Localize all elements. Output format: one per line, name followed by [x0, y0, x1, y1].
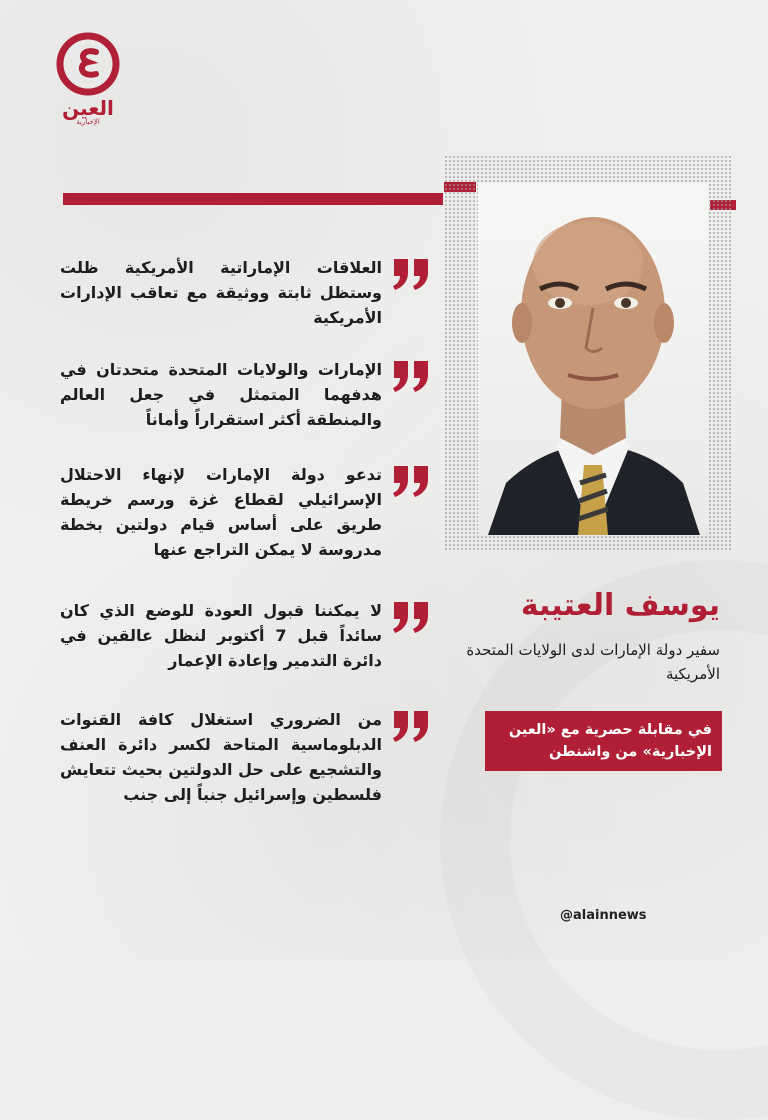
- quote-item: [60, 707, 432, 807]
- quote-icon: [390, 361, 432, 393]
- quote-text: العلاقات الإماراتية الأمريكية ظلت وستظل ثابتة ووثيقة مع تعاقب الإدارات الأمريكية: [60, 258, 382, 327]
- logo-mark-icon: [56, 32, 120, 96]
- quote-item: [60, 462, 432, 562]
- quote-icon: [390, 466, 432, 498]
- person-role: سفير دولة الإمارات لدى الولايات المتحدة الأمريكية: [466, 641, 720, 683]
- logo-subtitle: الإخبارية: [76, 118, 100, 126]
- quote-item: [60, 255, 432, 330]
- social-handle[interactable]: @alainnews: [560, 908, 647, 923]
- portrait-photo: [478, 183, 708, 535]
- quote-text: من الضروري استغلال كافة القنوات الدبلوماسية المتاحة لكسر دائرة العنف والتشجيع على حل الدولتين بحيث تتعايش فلسطين وإسرائيل جنباً إلى جنب: [60, 710, 382, 804]
- quote-text: الإمارات والولايات المتحدة متحدتان في هدفهما المتمثل في جعل العالم والمنطقة أكثر استقراراً وأماناً: [60, 360, 382, 429]
- portrait-illustration: [478, 183, 708, 535]
- quote-icon: [390, 259, 432, 291]
- quote-icon: [390, 602, 432, 634]
- interview-badge: [485, 711, 722, 771]
- quote-icon: [390, 711, 432, 743]
- quote-item: [60, 598, 432, 673]
- quote-item: [60, 357, 432, 432]
- interview-badge-text: في مقابلة حصرية مع «العين الإخبارية» من واشنطن: [508, 722, 712, 760]
- person-name: يوسف العتيبة: [520, 588, 720, 623]
- alain-logo: [52, 32, 124, 126]
- logo-wordmark: العين: [62, 96, 114, 120]
- accent-bar-left: [63, 193, 443, 205]
- quote-text: تدعو دولة الإمارات لإنهاء الاحتلال الإسرائيلي لقطاع غزة ورسم خريطة طريق على أساس قيام دولتين بخطة مدروسة لا يمكن التراجع عنها: [60, 465, 382, 559]
- quote-text: لا يمكننا قبول العودة للوضع الذي كان سائداً قبل 7 أكتوبر لنظل عالقين في دائرة التدمير وإعادة الإعمار: [60, 601, 383, 670]
